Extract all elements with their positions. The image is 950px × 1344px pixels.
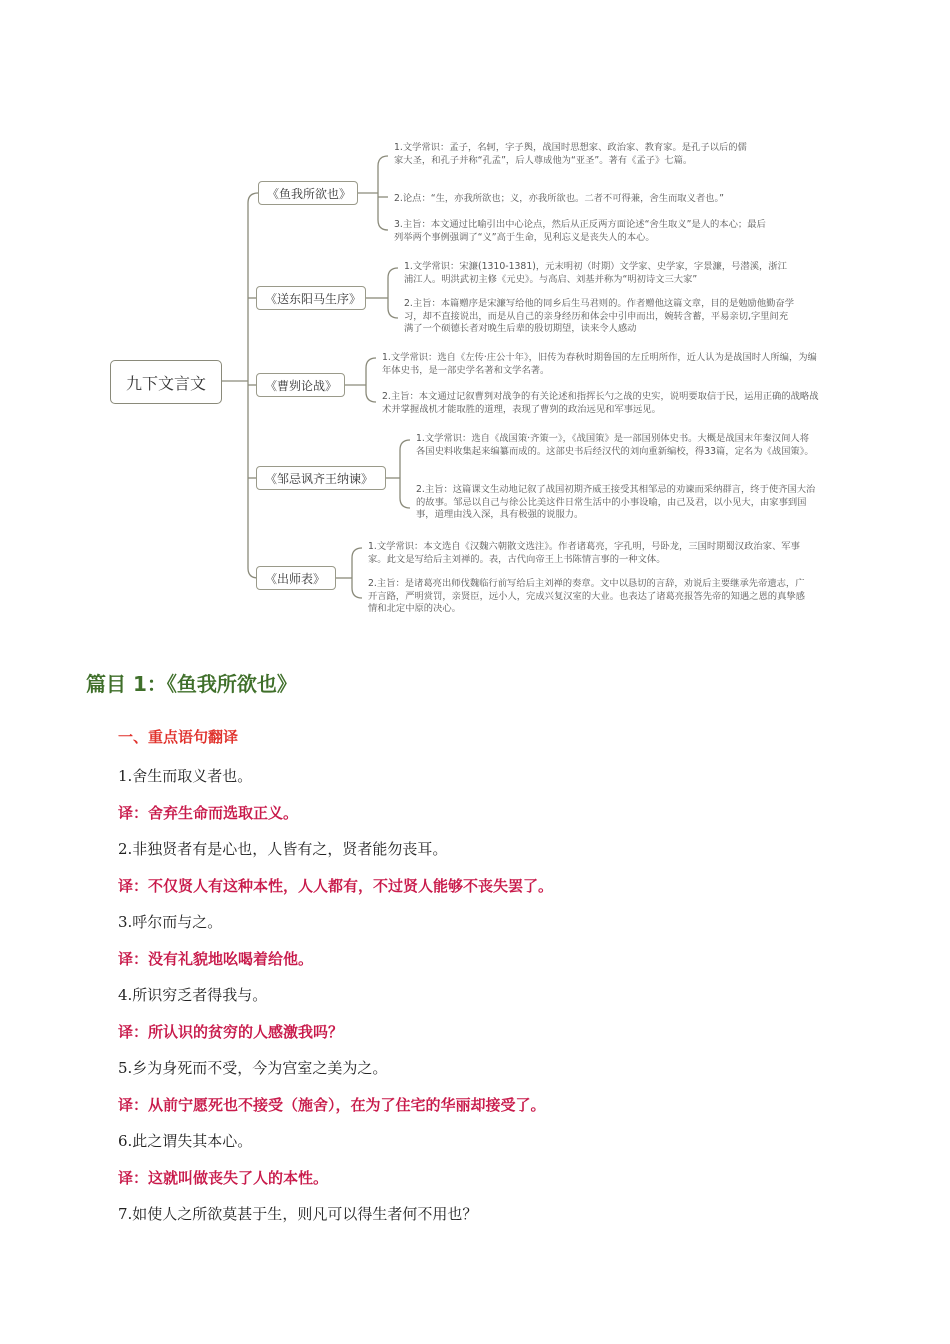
branch-zou-ji-feng-qi-wang-na-jian: 《邹忌讽齐王纳谏》	[256, 466, 386, 490]
leaf-text: 2.主旨：这篇课文生动地记叙了战国初期齐威王接受其相邹忌的劝谏而采纳群言，终于使齐国大治的故事。邹忌以自己与徐公比美这件日常生活中的小事设喻，由己及君，以小见大，由家事到国事，道理由浅入深，具有极强的说服力。	[416, 484, 816, 520]
leaf-text: 3.主旨：本文通过比喻引出中心论点，然后从正反两方面论述“舍生取义”是人的本心；最后列举两个事例强调了“义”高于生命，见利忘义是丧失人的本心。	[394, 219, 766, 243]
branch-cao-gui-lun-zhan: 《曹刿论战》	[256, 373, 345, 397]
source-sentence: 3.呼尔而与之。	[118, 913, 223, 931]
leaf-text: 1.文学常识：本文选自《汉魏六朝散文选注》。作者诸葛亮，字孔明，号卧龙，三国时期蜀汉政治家、军事家。此文是写给后主刘禅的。表，古代向帝王上书陈情言事的一种文体。	[368, 541, 800, 565]
source-sentence: 7.如使人之所欲莫甚于生，则凡可以得生者何不用也？	[118, 1205, 478, 1223]
leaf-text: 2.主旨：本篇赠序是宋濂写给他的同乡后生马君则的。作者赠他这篇文章，目的是勉励他勤奋学习，却不直接说出，而是从自己的亲身经历和体会中引申而出，婉转含蓄，平易亲切,字里间充满了一个硕德长者对晚生后辈的殷切期望，读来令人感动	[404, 298, 795, 334]
translation: 译：这就叫做丧失了人的本性。	[118, 1169, 329, 1187]
leaf-text: 2.主旨：本文通过记叙曹刿对战争的有关论述和指挥长勺之战的史实，说明要取信于民，运用正确的战略战术并掌握战机才能取胜的道理，表现了曹刿的政治远见和军事远见。	[382, 391, 819, 415]
translation-list	[118, 766, 898, 1241]
leaf-text: 1.文学常识：宋濂(1310-1381)，元末明初（时期）文学家、史学家，字景濂，号潜溪，浙江浦江人。明洪武初主修《元史》。与高启、刘基并称为“明初诗文三大家”	[404, 261, 787, 285]
mind-map	[0, 0, 950, 640]
translation: 译：所认识的贫穷的人感激我吗？	[118, 1023, 344, 1041]
section-title: 篇目 1：《鱼我所欲也》	[86, 672, 297, 696]
source-sentence: 1.舍生而取义者也。	[118, 767, 253, 785]
translation: 译：舍弃生命而选取正义。	[118, 804, 299, 822]
source-sentence: 5.乡为身死而不受，今为宫室之美为之。	[118, 1059, 388, 1077]
translation: 译：从前宁愿死也不接受（施舍），在为了住宅的华丽却接受了。	[118, 1096, 546, 1114]
branch-chu-shi-biao: 《出师表》	[256, 566, 336, 590]
leaf-text: 1.文学常识：选自《左传·庄公十年》，旧传为春秋时期鲁国的左丘明所作，近人认为是战国时人所编，为编年体史书，是一部史学名著和文学名著。	[382, 352, 817, 376]
translation: 译：不仅贤人有这种本性，人人都有，不过贤人能够不丧失罢了。	[118, 877, 554, 895]
branch-yu-wo-suo-yu-ye: 《鱼我所欲也》	[258, 181, 358, 205]
source-sentence: 6.此之谓失其本心。	[118, 1132, 253, 1150]
leaf-text: 2.论点：“生，亦我所欲也；义，亦我所欲也。二者不可得兼，舍生而取义者也。”	[394, 193, 724, 204]
branch-song-dongyang-masheng-xu: 《送东阳马生序》	[256, 286, 366, 310]
leaf-text: 1.文学常识：孟子，名轲，字子舆，战国时思想家、政治家、教育家。是孔子以后的儒家大圣，和孔子并称“孔孟”，后人尊成他为“亚圣”。著有《孟子》七篇。	[394, 142, 747, 166]
leaf-text: 1.文学常识：选自《战国策·齐策一》，《战国策》是一部国别体史书。大概是战国末年秦汉间人将各国史料收集起来编纂而成的。这部史书后经汉代的刘向重新编校，得33篇，定名为《战国策》。	[416, 433, 814, 457]
translation: 译：没有礼貌地吆喝着给他。	[118, 950, 314, 968]
leaf-text: 2.主旨：是诸葛亮出师伐魏临行前写给后主刘禅的奏章。文中以恳切的言辞，劝说后主要继承先帝遗志，广开言路，严明赏罚，亲贤臣，远小人，完成兴复汉室的大业。也表达了诸葛亮报答先帝的知遇之恩的真挚感情和北定中原的决心。	[368, 578, 805, 614]
source-sentence: 2.非独贤者有是心也，人皆有之，贤者能勿丧耳。	[118, 840, 448, 858]
mind-map-root: 九下文言文	[110, 360, 222, 404]
source-sentence: 4.所识穷乏者得我与。	[118, 986, 268, 1004]
section-subtitle: 一、重点语句翻译	[118, 728, 239, 746]
